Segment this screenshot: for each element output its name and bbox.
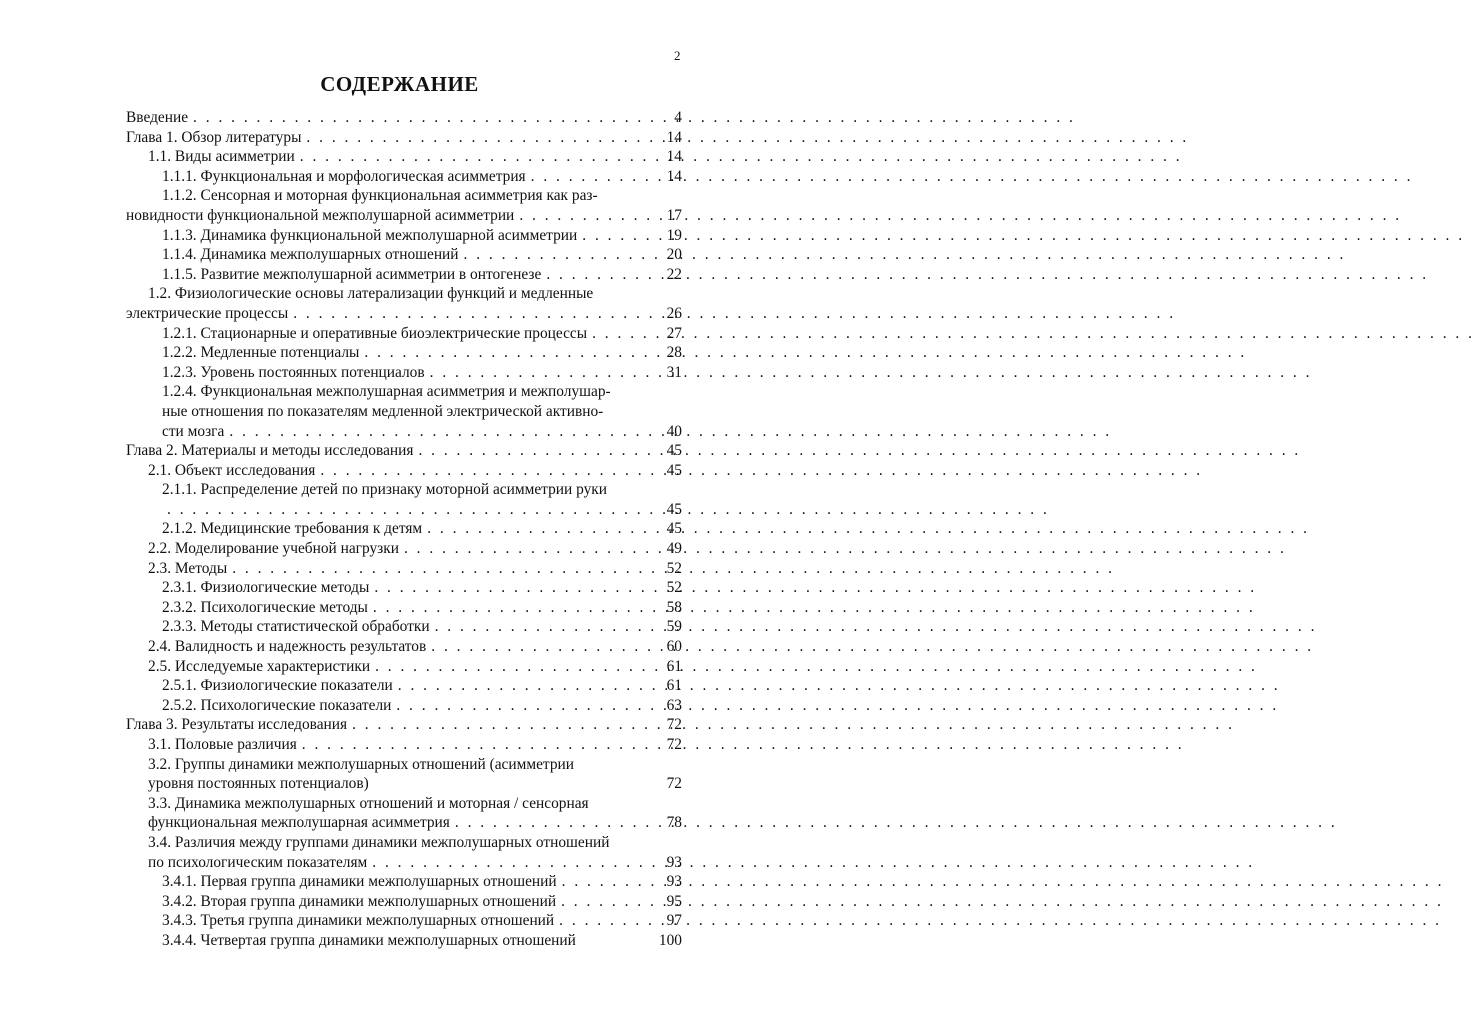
toc-entry-page: 45 — [666, 520, 682, 538]
toc-entry-page: 45 — [666, 442, 682, 460]
toc-entry-title: Глава 1. Обзор литературы — [126, 128, 302, 146]
toc-entry-title: новидности функциональной межполушарной асимметрии — [126, 206, 515, 224]
leader-dots — [359, 343, 662, 363]
toc-entry-3-3-line-1[interactable]: 3.3. Динамика межполушарных отношений и моторная / сенсорная — [148, 794, 589, 812]
toc-entry-page: 17 — [666, 206, 682, 224]
toc-entry-1-2-1[interactable] — [126, 324, 682, 344]
leader-dots — [295, 147, 663, 167]
toc-entry-title: 1.2.1. Стационарные и оперативные биоэлектрические процессы — [162, 324, 588, 342]
toc-entry-title: Введение — [126, 109, 189, 126]
toc-entry-page: 40 — [666, 422, 682, 440]
leader-dots — [301, 128, 662, 148]
toc-entry-page: 20 — [666, 246, 682, 264]
leader-dots — [426, 637, 662, 657]
toc-entry-1-2[interactable] — [126, 304, 682, 324]
leader-dots — [541, 265, 662, 285]
leader-dots — [450, 813, 663, 833]
toc-entry-2-5-2[interactable] — [126, 696, 682, 716]
leader-dots — [297, 735, 663, 755]
toc-entry-2-3[interactable] — [126, 559, 682, 579]
toc-entry-title: 2.1.2. Медицинские требования к детям — [162, 520, 423, 538]
toc-entry-3-4[interactable] — [126, 853, 682, 873]
toc-entry-3-3[interactable] — [126, 813, 682, 833]
toc-entry-2-1[interactable] — [126, 461, 682, 481]
leader-dots — [369, 578, 662, 598]
toc-entry-2-3-2[interactable] — [126, 598, 682, 618]
leader-dots — [459, 245, 663, 265]
toc-entry-page: 78 — [666, 814, 682, 832]
toc-entry-1-1-3[interactable] — [126, 226, 682, 246]
toc-entry-title: сти мозга — [162, 422, 225, 440]
toc-entry-page: 26 — [666, 304, 682, 322]
toc-entry-title: электрические процессы — [126, 304, 289, 322]
toc-entry-1-2-4-line-2[interactable]: ные отношения по показателям медленной электрической активно- — [162, 402, 604, 420]
leader-dots — [370, 657, 663, 677]
toc-entry-page: 58 — [666, 598, 682, 616]
leader-dots — [368, 598, 663, 618]
toc-entry-3-4-2[interactable] — [126, 892, 682, 912]
toc-entry-1-1-5[interactable] — [126, 265, 682, 285]
toc-entry-3-4-line-1[interactable]: 3.4. Различия между группами динамики межполушарных отношений — [148, 833, 610, 851]
toc-entry-page: 49 — [666, 540, 682, 558]
page-number: 2 — [674, 48, 681, 63]
toc-entry-title: 2.4. Валидность и надежность результатов — [148, 638, 427, 656]
toc-entry-3-4-3[interactable] — [126, 911, 682, 931]
toc-entry-page: 72 — [666, 775, 682, 793]
toc-entry-3-2-line-1[interactable]: 3.2. Группы динамики межполушарных отношений (асимметрии — [148, 755, 574, 773]
toc-entry-page: 72 — [666, 736, 682, 753]
leader-dots — [413, 441, 662, 461]
toc-entry-page: 45 — [666, 461, 682, 479]
toc-entry-1-1[interactable] — [126, 147, 682, 167]
toc-entry-3-4-1[interactable] — [126, 872, 682, 892]
toc-entry-title: 2.5.2. Психологические показатели — [162, 696, 392, 714]
toc-entry-3-4-4[interactable] — [126, 931, 682, 951]
leader-dots — [422, 519, 662, 539]
toc-entry-page: 59 — [666, 618, 682, 636]
toc-entry-title: 2.2. Моделирование учебной нагрузки — [148, 540, 399, 558]
toc-entry-1-1-2[interactable] — [126, 206, 682, 226]
toc-entry-title: 2.5. Исследуемые характеристики — [148, 657, 371, 675]
toc-entry-title: 1.2.3. Уровень постоянных потенциалов — [162, 363, 425, 381]
toc-entry-2-5[interactable] — [126, 657, 682, 677]
toc-entry-page: 95 — [666, 892, 682, 910]
leader-dots — [425, 363, 663, 383]
toc-entry-title: 1.1.5. Развитие межполушарной асимметрии в онтогенезе — [162, 265, 542, 283]
toc-entry-page: 22 — [666, 265, 682, 283]
toc-entry-title: 3.4.2. Вторая группа динамики межполушарных отношений — [162, 892, 557, 910]
toc-entry-page: 4 — [674, 109, 682, 126]
toc-entry-title: Глава 3. Результаты исследования — [126, 716, 348, 734]
toc-entry-2-1-1[interactable] — [126, 500, 682, 520]
toc-entry-2-1-2[interactable] — [126, 519, 682, 539]
toc-entry-1-1-4[interactable] — [126, 245, 682, 265]
toc-entry-3-1[interactable] — [126, 735, 682, 755]
toc-entry-page: 61 — [666, 657, 682, 675]
toc-entry-1-1-1[interactable] — [126, 167, 682, 187]
toc-entry-title: 2.3.2. Психологические методы — [162, 598, 368, 616]
toc-entry-title: по психологическим показателям — [148, 853, 368, 871]
toc-entry-title: 3.1. Половые различия — [148, 736, 297, 753]
toc-entry-1-1-2-line-1[interactable]: 1.1.2. Сенсорная и моторная функциональная асимметрия как раз- — [162, 187, 598, 205]
leader-dots — [315, 461, 662, 481]
toc-entry-title: функциональная межполушарная асимметрия — [148, 814, 450, 832]
toc-entry-2-3-3[interactable] — [126, 617, 682, 637]
table-of-contents — [126, 108, 682, 951]
toc-entry-2-5-1[interactable] — [126, 676, 682, 696]
toc-entry-page: 52 — [666, 559, 682, 577]
toc-entry-page: 28 — [666, 344, 682, 362]
page-title: СОДЕРЖАНИЕ — [320, 72, 479, 96]
leader-dots — [399, 539, 663, 559]
toc-entry-title: 1.2.2. Медленные потенциалы — [162, 344, 360, 362]
toc-entry-introduction[interactable] — [126, 108, 682, 128]
toc-entry-title: 3.4.3. Третья группа динамики межполушарных отношений — [162, 912, 555, 930]
toc-entry-page: 61 — [666, 677, 682, 695]
leader-dots — [188, 108, 670, 128]
toc-entry-page: 100 — [658, 931, 682, 949]
toc-entry-page: 31 — [666, 363, 682, 381]
toc-entry-1-2-2[interactable] — [126, 343, 682, 363]
toc-entry-page: 14 — [666, 148, 682, 166]
leader-dots — [347, 715, 663, 735]
leader-dots — [587, 324, 663, 344]
leader-dots — [367, 853, 662, 873]
toc-entry-page: 27 — [666, 324, 682, 342]
toc-entry-title: Глава 2. Материалы и методы исследования — [126, 442, 414, 460]
toc-entry-1-2-3[interactable] — [126, 363, 682, 383]
toc-entry-page: 19 — [666, 226, 682, 244]
toc-entry-chapter-1[interactable] — [126, 128, 682, 148]
toc-entry-2-3-1[interactable] — [126, 578, 682, 598]
leader-dots — [557, 872, 663, 892]
toc-entry-title: 1.1.1. Функциональная и морфологическая асимметрия — [162, 167, 526, 185]
toc-entry-title: 2.3.1. Физиологические методы — [162, 579, 370, 597]
toc-entry-title: 3.4.1. Первая группа динамики межполушарных отношений — [162, 873, 557, 891]
toc-entry-page: 14 — [666, 128, 682, 146]
toc-entry-page: 93 — [666, 853, 682, 871]
toc-entry-1-2-line-1[interactable]: 1.2. Физиологические основы латерализации функций и медленные — [148, 285, 594, 303]
toc-entry-page: 14 — [666, 167, 682, 185]
toc-entry-1-2-4-line-1[interactable]: 1.2.4. Функциональная межполушарная асимметрия и межполушар- — [162, 383, 611, 401]
leader-dots — [430, 617, 663, 637]
toc-entry-page: 45 — [666, 500, 682, 518]
leader-dots — [288, 304, 662, 324]
leader-dots — [556, 892, 663, 912]
toc-entry-title: 3.4.4. Четвертая группа динамики межполушарных отношений — [162, 931, 576, 949]
toc-entry-page: 60 — [666, 638, 682, 656]
toc-entry-title: 1.1. Виды асимметрии — [148, 148, 295, 166]
leader-dots — [577, 226, 662, 246]
toc-entry-page: 93 — [666, 873, 682, 891]
leader-dots — [162, 500, 663, 520]
leader-dots — [224, 422, 662, 442]
toc-entry-page: 52 — [666, 579, 682, 597]
leader-dots — [514, 206, 662, 226]
toc-entry-title: 2.3.3. Методы статистической обработки — [162, 618, 430, 636]
toc-entry-title: 2.1. Объект исследования — [148, 461, 316, 479]
toc-entry-2-2[interactable] — [126, 539, 682, 559]
toc-entry-2-4[interactable] — [126, 637, 682, 657]
leader-dots — [526, 167, 663, 187]
toc-entry-1-2-4[interactable] — [126, 422, 682, 442]
leader-dots — [227, 559, 662, 579]
leader-dots — [554, 911, 662, 931]
toc-entry-title: 2.5.1. Физиологические показатели — [162, 677, 393, 695]
toc-entry-page: 63 — [666, 696, 682, 714]
toc-entry-page: 97 — [666, 912, 682, 930]
toc-entry-chapter-2[interactable] — [126, 441, 682, 461]
leader-dots — [393, 676, 663, 696]
toc-entry-chapter-3[interactable] — [126, 715, 682, 735]
toc-entry-3-2[interactable] — [126, 774, 682, 794]
leader-dots — [391, 696, 662, 716]
toc-entry-title: 1.1.4. Динамика межполушарных отношений — [162, 246, 459, 264]
toc-entry-title: уровня постоянных потенциалов) — [148, 775, 369, 793]
toc-entry-title: 2.3. Методы — [148, 559, 228, 577]
toc-entry-page: 72 — [666, 716, 682, 734]
toc-entry-title: 1.1.3. Динамика функциональной межполушарной асимметрии — [162, 226, 578, 244]
toc-entry-2-1-1-line-1[interactable]: 2.1.1. Распределение детей по признаку моторной асимметрии руки — [162, 481, 607, 499]
